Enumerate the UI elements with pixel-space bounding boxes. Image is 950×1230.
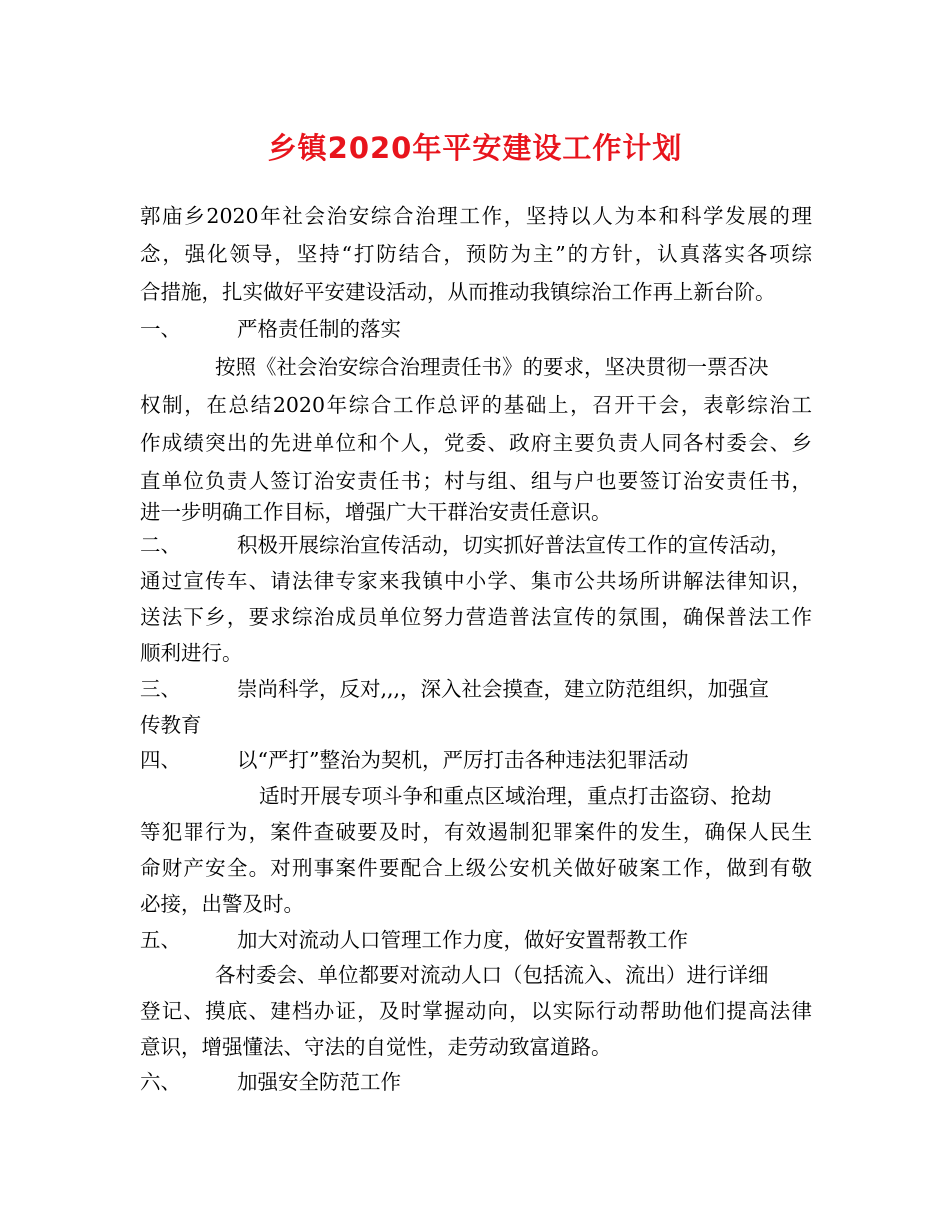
section-number: 六、 [140,1070,181,1094]
intro-line: 合措施，扎实做好平安建设活动，从而推动我镇综治工作再上新台阶。 [140,280,776,304]
document-title: 乡镇2020年平安建设工作计划 [267,131,683,165]
paragraph-line: 按照《社会治安综合治理责任书》的要求，坚决贯彻一票否决 [215,355,769,379]
paragraph-line: 意识，增强懂法、守法的自觉性，走劳动致富道路。 [140,1035,612,1059]
section-number: 一、 [140,317,181,341]
section-heading-text: 崇尚科学，反对,,,，深入社会摸查，建立防范组织，加强宣 [237,677,770,701]
paragraph-line: 登记、摸底、建档办证，及时掌握动向，以实际行动帮助他们提高法律 [140,999,812,1023]
paragraph-line: 直单位负责人签订治安责任书；村与组、组与户也要签订治安责任书， [140,469,812,493]
section-heading-text: 加强安全防范工作 [237,1070,401,1094]
section-heading-text: 以“严打”整治为契机，严厉打击各种违法犯罪活动 [237,748,689,772]
paragraph-line: 权制，在总结2020年综合工作总评的基础上，召开干会，表彰综治工 [140,393,812,417]
paragraph-line: 送法下乡，要求综治成员单位努力营造普法宣传的氛围，确保普法工作 [140,605,812,629]
intro-line: 念，强化领导，坚持“打防结合，预防为主”的方针，认真落实各项综 [140,242,812,266]
paragraph-line: 顺利进行。 [140,641,243,665]
section-heading-text: 严格责任制的落实 [237,317,401,341]
paragraph-line: 适时开展专项斗争和重点区域治理，重点打击盗窃、抢劫 [259,784,772,808]
paragraph-line: 传教育 [140,713,202,737]
paragraph-line: 作成绩突出的先进单位和个人，党委、政府主要负责人同各村委会、乡 [140,431,812,455]
section-heading-text: 加大对流动人口管理工作力度，做好安置帮教工作 [237,928,688,952]
section-heading-text: 积极开展综治宣传活动，切实抓好普法宣传工作的宣传活动， [237,533,791,557]
section-number: 五、 [140,928,181,952]
paragraph-line: 通过宣传车、请法律专家来我镇中小学、集市公共场所讲解法律知识， [140,569,812,593]
paragraph-line: 各村委会、单位都要对流动人口（包括流入、流出）进行详细 [215,963,769,987]
section-number: 二、 [140,533,181,557]
paragraph-line: 命财产安全。对刑事案件要配合上级公安机关做好破案工作，做到有敬 [140,856,812,880]
paragraph-line: 进一步明确工作目标，增强广大干群治安责任意识。 [140,500,612,524]
paragraph-line: 必接，出警及时。 [140,892,304,916]
intro-line: 郭庙乡2020年社会治安综合治理工作，坚持以人为本和科学发展的理 [140,204,812,228]
section-number: 四、 [140,748,181,772]
section-number: 三、 [140,677,181,701]
paragraph-line: 等犯罪行为，案件查破要及时，有效遏制犯罪案件的发生，确保人民生 [140,820,812,844]
